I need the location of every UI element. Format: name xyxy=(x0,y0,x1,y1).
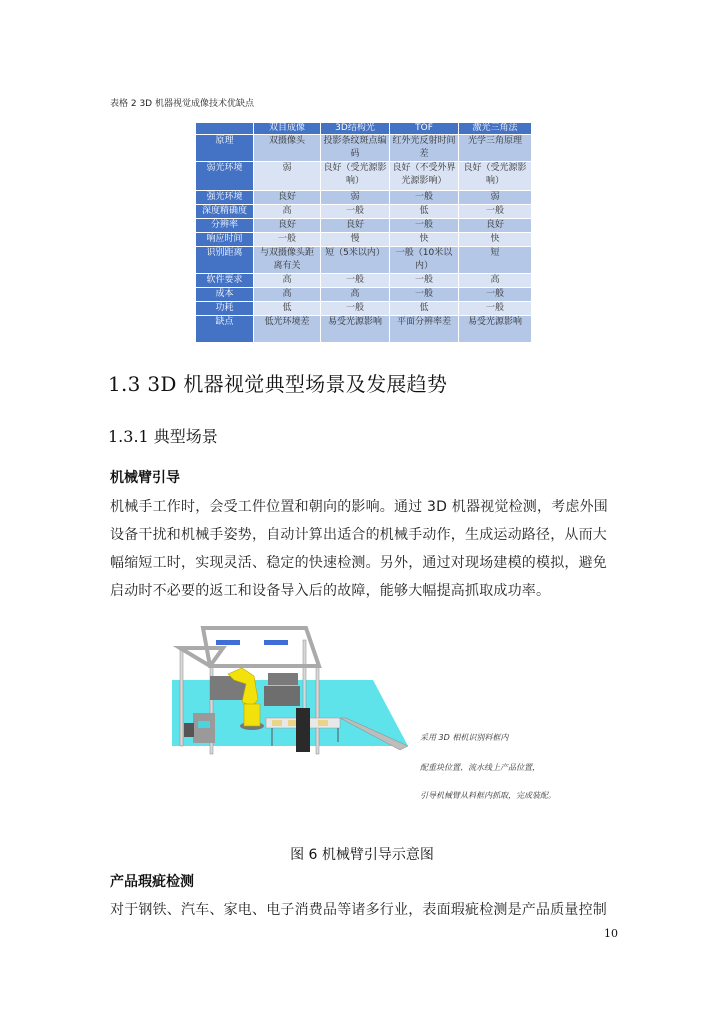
row-label: 原理 xyxy=(196,135,254,162)
figure-note-line: 配重块位置、流水线上产品位置， xyxy=(420,763,540,772)
table-cell: 易受光源影响 xyxy=(321,316,390,343)
row-label: 弱光环境 xyxy=(196,162,254,191)
table-cell: 一般 xyxy=(390,191,459,205)
table-row xyxy=(196,288,532,302)
table-cell: 弱 xyxy=(321,191,390,205)
table-cell: 双摄像头 xyxy=(254,135,321,162)
figure-caption: 图 6 机械臂引导示意图 xyxy=(290,847,434,863)
table-header-tof: TOF xyxy=(390,123,459,135)
robot-arm-figure xyxy=(168,618,412,756)
table-cell: 一般 xyxy=(459,302,532,316)
table-cell: 高 xyxy=(321,288,390,302)
table-header-laser-triangulation: 激光三角法 xyxy=(459,123,532,135)
defect-detection-title: 产品瑕疵检测 xyxy=(110,874,194,890)
table-cell: 良好（不受外界光源影响） xyxy=(390,162,459,191)
table-cell: 高 xyxy=(254,274,321,288)
section-heading: 1.3 3D 机器视觉典型场景及发展趋势 xyxy=(108,372,448,396)
row-label: 功耗 xyxy=(196,302,254,316)
table-cell: 短 xyxy=(459,247,532,274)
table-cell: 良好 xyxy=(321,219,390,233)
table-cell: 与双摄像头距离有关 xyxy=(254,247,321,274)
table-cell: 光学三角原理 xyxy=(459,135,532,162)
table-cell: 一般 xyxy=(390,288,459,302)
table-header-stereo: 双目成像 xyxy=(254,123,321,135)
table-cell: 短（5米以内） xyxy=(321,247,390,274)
table-cell: 良好 xyxy=(459,219,532,233)
table-cell: 一般 xyxy=(390,219,459,233)
table-cell: 低 xyxy=(390,302,459,316)
table-cell: 一般 xyxy=(321,205,390,219)
table-row xyxy=(196,233,532,247)
table-cell: 一般 xyxy=(390,274,459,288)
table-cell: 高 xyxy=(254,205,321,219)
table-row xyxy=(196,205,532,219)
table-cell: 良好（受光源影响） xyxy=(459,162,532,191)
table-cell: 一般 xyxy=(459,288,532,302)
table-row xyxy=(196,191,532,205)
row-label: 深度精确度 xyxy=(196,205,254,219)
table-cell: 低 xyxy=(390,205,459,219)
table-caption: 表格 2 3D 机器视觉成像技术优缺点 xyxy=(110,99,254,109)
table-header-structured-light: 3D结构光 xyxy=(321,123,390,135)
table-cell: 快 xyxy=(390,233,459,247)
robot-guidance-title: 机械臂引导 xyxy=(110,470,180,486)
table-cell: 投影条纹斑点编码 xyxy=(321,135,390,162)
table-cell: 低光环境差 xyxy=(254,316,321,343)
table-row xyxy=(196,274,532,288)
table-header-corner xyxy=(196,123,254,135)
page-number: 10 xyxy=(604,927,618,940)
row-label: 识别距离 xyxy=(196,247,254,274)
row-label: 成本 xyxy=(196,288,254,302)
table-row xyxy=(196,316,532,343)
row-label: 分辨率 xyxy=(196,219,254,233)
table-cell: 快 xyxy=(459,233,532,247)
table-cell: 一般 xyxy=(321,302,390,316)
row-label: 强光环境 xyxy=(196,191,254,205)
table-cell: 一般（10米以内） xyxy=(390,247,459,274)
figure-note-line: 采用 3D 相机识别料框内 xyxy=(420,733,509,742)
table-cell: 良好 xyxy=(254,191,321,205)
table-cell: 一般 xyxy=(254,233,321,247)
table-cell: 一般 xyxy=(321,274,390,288)
table-cell: 高 xyxy=(459,274,532,288)
table-cell: 良好（受光源影响） xyxy=(321,162,390,191)
table-row xyxy=(196,247,532,274)
robot-workcell-illustration xyxy=(168,618,412,756)
row-label: 缺点 xyxy=(196,316,254,343)
table-cell: 良好 xyxy=(254,219,321,233)
table-row xyxy=(196,135,532,162)
defect-detection-paragraph: 对于钢铁、汽车、家电、电子消费品等诸多行业，表面瑕疵检测是产品质量控制 xyxy=(110,902,607,918)
table-cell: 平面分辨率差 xyxy=(390,316,459,343)
table-row xyxy=(196,162,532,191)
figure-note-line: 引导机械臂从料框内抓取，完成装配。 xyxy=(420,791,556,800)
table-cell: 红外光反射时间差 xyxy=(390,135,459,162)
table-cell: 低 xyxy=(254,302,321,316)
robot-guidance-paragraph: 机械手工作时，会受工件位置和朝向的影响。通过 3D 机器视觉检测，考虑外围设备干扰和机械手姿势，自动计算出适合的机械手动作，生成运动路径，从而大幅缩短工时，实现灵活、稳定的快速检测。另外，通过对现场建模的模拟，避免启动时不必要的返工和设备导入后的故障，能够大幅提高抓取成功率。 xyxy=(110,499,608,599)
table-header-row xyxy=(196,123,532,135)
table-row xyxy=(196,219,532,233)
table-cell: 慢 xyxy=(321,233,390,247)
row-label: 响应时间 xyxy=(196,233,254,247)
row-label: 软件要求 xyxy=(196,274,254,288)
table-cell: 弱 xyxy=(459,191,532,205)
table-cell: 易受光源影响 xyxy=(459,316,532,343)
table-cell: 一般 xyxy=(459,205,532,219)
comparison-table xyxy=(196,123,532,343)
table-cell: 高 xyxy=(254,288,321,302)
table-row xyxy=(196,302,532,316)
table-cell: 弱 xyxy=(254,162,321,191)
subsection-heading: 1.3.1 典型场景 xyxy=(108,427,218,446)
